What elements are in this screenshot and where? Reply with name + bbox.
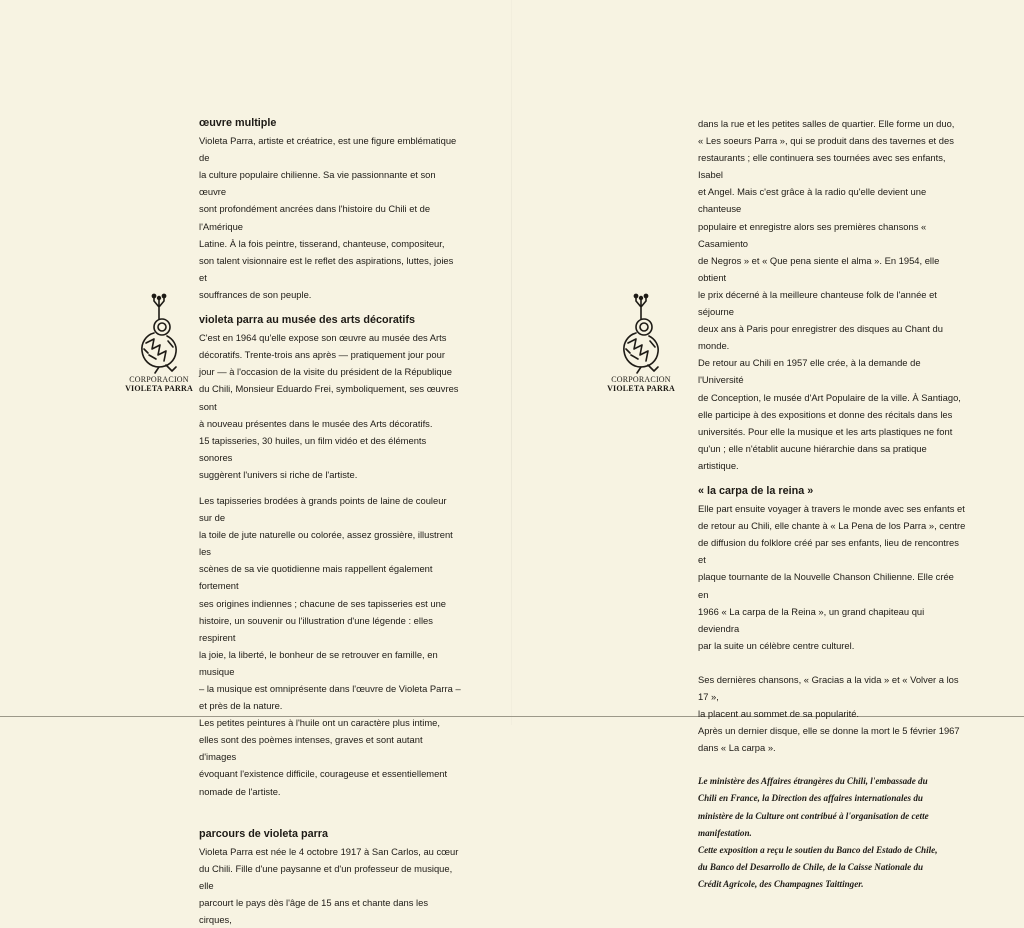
corporacion-logo bbox=[596, 293, 686, 393]
text-line: Elle part ensuite voyager à travers le monde avec ses enfants et bbox=[698, 503, 965, 515]
violeta-figure-icon bbox=[132, 293, 186, 375]
text-line: la placent au sommet de sa popularité. bbox=[698, 708, 860, 720]
text-line: C'est en 1964 qu'elle expose son œuvre au musée des Arts bbox=[199, 332, 447, 344]
credits-block bbox=[698, 773, 966, 893]
text-line: Violeta Parra, artiste et créatrice, est une figure emblématique de bbox=[199, 135, 457, 164]
text-line: ses origines indiennes ; chacune de ses tapisseries est une bbox=[199, 597, 447, 609]
text-line: populaire et enregistre alors ses premières chansons « Casamiento bbox=[698, 220, 927, 249]
text-line: de retour au Chili, elle chante à « La Pena de los Parra », centre bbox=[698, 520, 966, 532]
credits-line: Cette exposition a reçu le soutien du Banco del Estado de Chile, bbox=[698, 844, 938, 855]
heading-musee-arts-decoratifs: violeta parra au musée des arts décoratifs bbox=[199, 314, 416, 327]
credits-line: du Banco del Desarrollo de Chile, de la Caisse Nationale du bbox=[698, 861, 924, 872]
text-line: nomade de l'artiste. bbox=[199, 785, 281, 797]
text-line: et Angel. Mais c'est grâce à la radio qu'elle devient une chanteuse bbox=[698, 186, 927, 215]
text-line: elles sont des poèmes intenses, graves et sont autant d'images bbox=[199, 734, 423, 763]
text-line: à nouveau présentes dans le musée des Arts décoratifs. bbox=[199, 417, 433, 429]
logo-text-violeta-parra: VIOLETA PARRA bbox=[607, 384, 675, 393]
left-text-column bbox=[199, 115, 461, 928]
left-page bbox=[0, 0, 512, 926]
text-line: décoratifs. Trente-trois ans après — pratiquement jour pour bbox=[199, 349, 445, 361]
text-line: deux ans à Paris pour enregistrer des disques au Chant du monde. bbox=[698, 323, 943, 352]
credits-line: Chili en France, la Direction des affaires internationales du bbox=[698, 793, 923, 804]
text-line: souffrances de son peuple. bbox=[199, 288, 312, 300]
heading-oeuvre-multiple: œuvre multiple bbox=[199, 117, 277, 129]
text-line: elle participe à des expositions et donne des récitals dans les bbox=[698, 408, 953, 420]
text-line: histoire, un souvenir ou l'illustration d'une légende : elles respirent bbox=[199, 614, 433, 643]
logo-text-corporacion: CORPORACION bbox=[611, 375, 671, 384]
text-line: Ses dernières chansons, « Gracias a la vida » et « Volver a los 17 », bbox=[698, 673, 959, 702]
right-text-column bbox=[698, 115, 966, 893]
text-line: la joie, la liberté, le bonheur de se retrouver en famille, en musique bbox=[199, 648, 438, 677]
text-line: de Conception, le musée d'Art Populaire de la ville. À Santiago, bbox=[698, 391, 961, 403]
text-line: de diffusion du folklore créé par ses enfants, lieu de rencontres et bbox=[698, 537, 959, 566]
text-line: de Negros » et « Que pena siente el alma ». En 1954, elle obtient bbox=[698, 254, 940, 283]
credits-line: Le ministère des Affaires étrangères du Chili, l'embassade du bbox=[698, 776, 928, 787]
text-line: Les petites peintures à l'huile ont un caractère plus intime, bbox=[199, 717, 440, 729]
heading-parcours: parcours de violeta parra bbox=[199, 827, 329, 840]
text-line: parcourt le pays dès l'âge de 15 ans et chante dans les cirques, bbox=[199, 897, 429, 926]
text-line: la culture populaire chilienne. Sa vie passionnante et son œuvre bbox=[199, 169, 436, 198]
text-line: 1966 « La carpa de la Reina », un grand chapiteau qui deviendra bbox=[698, 605, 925, 634]
text-line: Latine. À la fois peintre, tisserand, chanteuse, compositeur, bbox=[199, 237, 445, 249]
text-line: le prix décerné à la meilleure chanteuse folk de l'année et séjourne bbox=[698, 288, 937, 318]
heading-carpa-de-la-reina: « la carpa de la reina » bbox=[698, 484, 814, 497]
text-line: par la suite un célèbre centre culturel. bbox=[698, 639, 855, 651]
credits-line: ministère de la Culture ont contribué à l'organisation de cette bbox=[698, 810, 929, 821]
text-line: la toile de jute naturelle ou colorée, assez grossière, illustrent les bbox=[199, 529, 453, 558]
text-line: évoquant l'existence difficile, courageuse et essentiellement bbox=[199, 768, 448, 780]
text-line: scènes de sa vie quotidienne mais rappellent également fortement bbox=[199, 563, 433, 592]
text-line: dans « La carpa ». bbox=[698, 742, 776, 754]
logo-text-corporacion: CORPORACION bbox=[129, 375, 189, 384]
text-line: Les tapisseries brodées à grands points de laine de couleur sur de bbox=[199, 494, 447, 524]
logo-text-violeta-parra: VIOLETA PARRA bbox=[125, 384, 193, 393]
text-line: qu'un ; elle n'établit aucune hiérarchie dans sa pratique artistique. bbox=[698, 442, 927, 471]
credits-line: manifestation. bbox=[698, 827, 752, 838]
credits-line: Crédit Agricole, des Champagnes Taittinger. bbox=[698, 878, 864, 889]
text-line: suggèrent l'univers si riche de l'artiste. bbox=[199, 468, 358, 480]
text-line: universités. Pour elle la musique et les arts plastiques ne font bbox=[698, 425, 953, 437]
text-line: plaque tournante de la Nouvelle Chanson Chilienne. Elle crée en bbox=[698, 571, 954, 600]
text-line: Violeta Parra est née le 4 octobre 1917 à San Carlos, au cœur bbox=[199, 845, 459, 857]
text-line: – la musique est omniprésente dans l'œuvre de Violeta Parra – bbox=[199, 683, 461, 694]
text-line: du Chili, Monsieur Eduardo Frei, symboliquement, ses œuvres sont bbox=[199, 383, 459, 412]
text-line: son talent visionnaire est le reflet des aspirations, luttes, joies et bbox=[199, 254, 454, 283]
text-line: De retour au Chili en 1957 elle crée, à la demande de l'Université bbox=[698, 357, 921, 386]
text-line: 15 tapisseries, 30 huiles, un film vidéo et des éléments sonores bbox=[199, 434, 427, 463]
corporacion-logo bbox=[114, 293, 204, 393]
text-line: dans la rue et les petites salles de quartier. Elle forme un duo, bbox=[698, 118, 955, 129]
text-line: jour — à l'occasion de la visite du président de la République bbox=[199, 366, 452, 378]
text-line: restaurants ; elle continuera ses tournées avec ses enfants, Isabel bbox=[698, 152, 946, 181]
text-line: sont profondément ancrées dans l'histoire du Chili et de l'Amérique bbox=[199, 203, 431, 232]
text-line: du Chili. Fille d'une paysanne et d'un professeur de musique, elle bbox=[199, 862, 453, 891]
text-line: « Les soeurs Parra », qui se produit dans des tavernes et des bbox=[698, 135, 954, 147]
violeta-figure-icon bbox=[614, 293, 668, 375]
text-line: et près de la nature. bbox=[199, 700, 283, 712]
text-line: Après un dernier disque, elle se donne la mort le 5 février 1967 bbox=[698, 725, 960, 737]
